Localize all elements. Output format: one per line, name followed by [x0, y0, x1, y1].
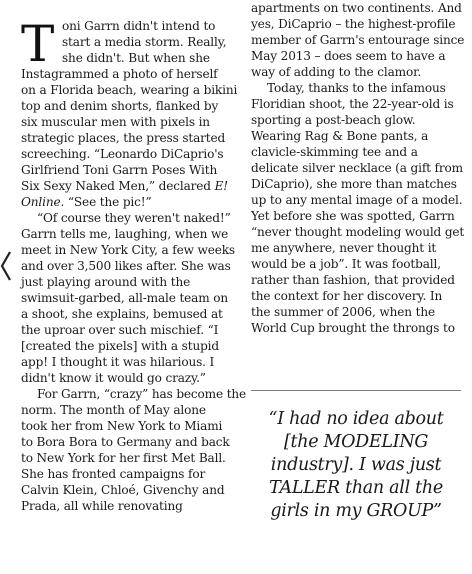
text-line: [21, 242, 243, 258]
text-span: the context for her discovery. In: [251, 289, 443, 303]
text-span: and over 3,500 likes after. She was: [21, 259, 231, 273]
text-line: [21, 434, 243, 450]
chevron-left-icon[interactable]: [0, 250, 12, 282]
italic-text: Online: [21, 195, 61, 209]
text-span: on a Florida beach, wearing a bikini: [21, 83, 238, 97]
text-span: norm. The month of May alone: [21, 403, 206, 417]
text-span: yes, DiCaprio – the highest-profile: [251, 17, 456, 31]
text-line: [251, 320, 461, 336]
pullquote-line: girls in my GROUP”: [270, 501, 442, 521]
text-span: strategic places, the press started: [21, 131, 226, 145]
pullquote-line: industry]. I was just: [270, 455, 442, 475]
text-span: up to any mental image of a model.: [251, 193, 463, 207]
article-column-left: [21, 15, 247, 514]
text-span: she didn't. But when she: [62, 51, 210, 65]
left-column-text: [21, 15, 247, 514]
text-span: way of adding to the clamor.: [251, 65, 422, 79]
text-span: a shoot, she explains, bemused at: [21, 307, 223, 321]
text-line: [21, 322, 243, 338]
text-line: [21, 226, 243, 242]
text-line: [21, 338, 243, 354]
pullquote-line: [the MODELING: [283, 432, 429, 452]
text-line: [21, 258, 243, 274]
text-span: . “See the pic!”: [60, 195, 152, 209]
text-span: oni Garrn didn't intend to: [62, 19, 216, 33]
text-line: [21, 18, 243, 34]
text-span: rather than fashion, that provided: [251, 273, 455, 287]
pullquote-line: TALLER than all the: [269, 478, 443, 498]
text-line: [251, 304, 461, 320]
text-line: [21, 34, 243, 50]
text-line: [21, 178, 243, 194]
article-opening: [21, 15, 247, 514]
text-line: [251, 32, 465, 48]
text-span: to Bora Bora to Germany and back: [21, 435, 230, 449]
text-span: just playing around with the: [21, 275, 191, 289]
text-span: World Cup brought the throngs to: [251, 321, 455, 335]
text-span: app! I thought it was hilarious. I: [21, 355, 215, 369]
text-span: me anywhere, never thought it: [251, 241, 437, 255]
text-span: Instagrammed a photo of herself: [21, 67, 218, 81]
text-span: start a media storm. Really,: [62, 35, 227, 49]
text-span: Prada, all while renovating: [21, 499, 183, 513]
text-span: Garrn tells me, laughing, when we: [21, 227, 229, 241]
text-span: May 2013 – does seem to have a: [251, 49, 446, 63]
text-span: would be a job”. It was football,: [251, 257, 441, 271]
text-line: [21, 482, 243, 498]
text-span: “Of course they weren't naked!”: [37, 211, 231, 225]
pull-quote: [251, 408, 461, 523]
text-line: [251, 96, 461, 112]
text-span: delicate silver necklace (a gift from: [251, 161, 463, 175]
text-span: didn't know it would go crazy.”: [21, 371, 206, 385]
text-line: [251, 48, 461, 64]
text-span: Today, thanks to the infamous: [267, 81, 446, 95]
text-span: meet in New York City, a few weeks: [21, 243, 235, 257]
text-line: [21, 386, 247, 402]
text-span: For Garrn, “crazy” has become the: [37, 387, 247, 401]
text-line: [21, 418, 243, 434]
text-line: [251, 288, 461, 304]
text-line: [21, 498, 243, 514]
text-line: [21, 402, 243, 418]
text-line: [251, 192, 461, 208]
text-line: [21, 194, 243, 210]
text-line: [21, 210, 243, 226]
text-span: swimsuit-garbed, all-male team on: [21, 291, 229, 305]
text-span: to New York for her first Met Ball.: [21, 451, 226, 465]
text-line: [21, 466, 243, 482]
text-line: [251, 64, 461, 80]
text-line: [21, 370, 243, 386]
pullquote-divider: [251, 390, 461, 391]
text-span: DiCaprio), she more than matches: [251, 177, 457, 191]
drop-cap: T: [21, 15, 55, 73]
italic-text: E!: [214, 179, 228, 193]
text-line: [251, 112, 461, 128]
text-line: [251, 208, 461, 224]
text-line: [21, 450, 243, 466]
text-span: took her from New York to Miami: [21, 419, 223, 433]
text-line: [21, 66, 243, 82]
text-span: Calvin Klein, Chloé, Givenchy and: [21, 483, 225, 497]
text-span: [created the pixels] with a stupid: [21, 339, 219, 353]
article-column-right: [251, 0, 465, 336]
text-line: [21, 146, 243, 162]
text-line: [21, 130, 243, 146]
text-line: [251, 80, 461, 96]
text-line: [21, 98, 243, 114]
pullquote-line: “I had no idea about: [268, 409, 444, 429]
text-line: [251, 16, 461, 32]
text-span: member of Garrn's entourage since: [251, 33, 465, 47]
text-span: screeching. “Leonardo DiCaprio's: [21, 147, 224, 161]
text-span: Girlfriend Toni Garrn Poses With: [21, 163, 218, 177]
text-line: [21, 82, 243, 98]
text-span: the summer of 2006, when the: [251, 305, 435, 319]
text-span: the uproar over such mischief. “I: [21, 323, 219, 337]
text-line: [21, 114, 243, 130]
text-span: top and denim shorts, flanked by: [21, 99, 219, 113]
text-line: [251, 224, 465, 240]
text-line: [251, 128, 461, 144]
text-line: [251, 160, 461, 176]
text-span: Wearing Rag & Bone pants, a: [251, 129, 429, 143]
text-line: [21, 274, 243, 290]
text-line: [251, 256, 461, 272]
text-line: [251, 272, 461, 288]
text-span: six muscular men with pixels in: [21, 115, 210, 129]
text-line: [251, 144, 461, 160]
text-span: “never thought modeling would get: [251, 225, 465, 239]
text-span: Six Sexy Naked Men,” declared: [21, 179, 211, 193]
text-line: [21, 354, 243, 370]
text-span: apartments on two continents. And: [251, 1, 462, 15]
text-line: [21, 290, 243, 306]
text-line: [21, 162, 243, 178]
text-line: [251, 176, 461, 192]
text-span: clavicle-skimming tee and a: [251, 145, 418, 159]
text-line: [21, 50, 243, 66]
right-column-text: [251, 0, 465, 336]
text-span: She has fronted campaigns for: [21, 467, 206, 481]
text-span: Yet before she was spotted, Garrn: [251, 209, 455, 223]
text-line: [251, 0, 461, 16]
text-line: [21, 306, 243, 322]
text-line: [251, 240, 461, 256]
text-span: sporting a post-beach glow.: [251, 113, 416, 127]
text-span: Floridian shoot, the 22-year-old is: [251, 97, 454, 111]
